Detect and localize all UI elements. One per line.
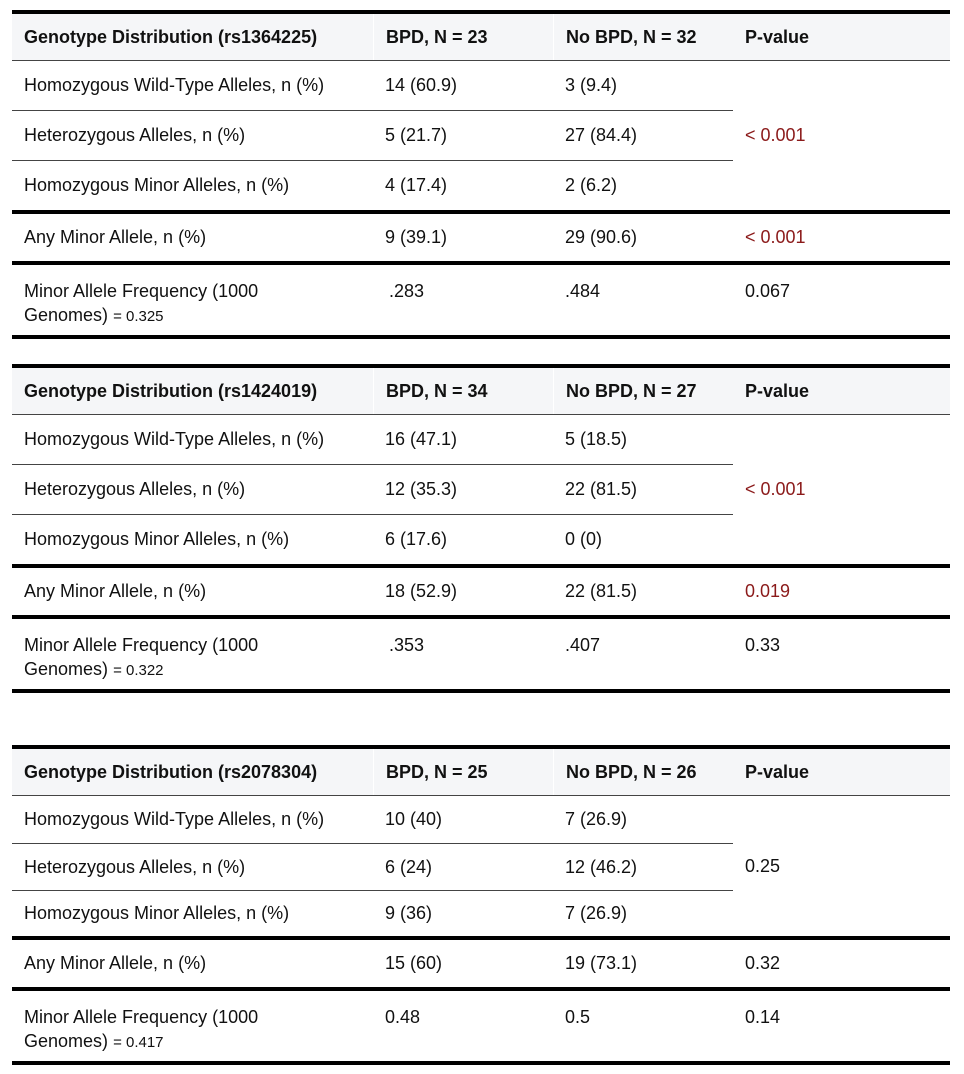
row-bpd: 12 (35.3) [385, 479, 458, 499]
table-row [12, 891, 733, 936]
row-no-bpd: 7 (26.9) [565, 809, 628, 829]
table-row [12, 465, 733, 515]
header-p-value: P-value [745, 27, 810, 47]
header-no-bpd: No BPD, N = 32 [553, 14, 733, 60]
row-bpd: 16 (47.1) [385, 429, 458, 449]
any-minor-p-value: 0.019 [745, 581, 791, 601]
any-minor-row [12, 940, 950, 987]
maf-bpd: .283 [389, 281, 425, 301]
maf-reference-value: = 0.325 [113, 308, 164, 325]
any-minor-bpd: 18 (52.9) [385, 581, 458, 601]
row-label: Homozygous Wild-Type Alleles, n (%) [24, 809, 325, 829]
table-row [12, 111, 733, 161]
row-bpd: 4 (17.4) [385, 175, 448, 195]
row-bpd: 10 (40) [385, 809, 443, 829]
any-minor-p-value: 0.32 [745, 953, 781, 973]
any-minor-no-bpd: 19 (73.1) [565, 953, 638, 973]
genotype-group [12, 415, 950, 564]
maf-label [12, 1005, 373, 1061]
row-no-bpd: 3 (9.4) [565, 75, 618, 95]
row-label: Homozygous Minor Alleles, n (%) [24, 529, 290, 549]
maf-label-line1: Minor Allele Frequency (1000 [24, 635, 259, 655]
any-minor-label: Any Minor Allele, n (%) [24, 581, 207, 601]
table-header-row [12, 368, 950, 415]
row-no-bpd: 12 (46.2) [565, 856, 638, 877]
row-no-bpd: 27 (84.4) [565, 125, 638, 145]
any-minor-row [12, 214, 950, 261]
header-genotype: Genotype Distribution (rs1364225) [24, 27, 318, 47]
table-bottom-rule [12, 1061, 950, 1065]
maf-label-line2: Genomes) [24, 1031, 109, 1051]
row-label: Homozygous Minor Alleles, n (%) [24, 903, 290, 923]
genotype-table-rs2078304 [12, 745, 950, 1065]
maf-no-bpd: .484 [565, 281, 601, 301]
genotype-p-value: < 0.001 [745, 125, 806, 145]
maf-label-line2: Genomes) [24, 659, 109, 679]
table-row [12, 796, 733, 844]
header-bpd: BPD, N = 34 [373, 368, 553, 414]
row-label: Heterozygous Alleles, n (%) [24, 479, 246, 499]
row-label: Heterozygous Alleles, n (%) [24, 125, 246, 145]
maf-p-value: 0.14 [745, 1007, 781, 1027]
row-bpd: 14 (60.9) [385, 75, 458, 95]
row-label: Homozygous Wild-Type Alleles, n (%) [24, 429, 325, 449]
any-minor-label: Any Minor Allele, n (%) [24, 953, 207, 973]
maf-p-value: 0.33 [745, 635, 781, 655]
table-row [12, 415, 733, 465]
maf-bpd: 0.48 [385, 1007, 421, 1027]
genotype-table-rs1424019 [12, 364, 950, 693]
maf-reference-value: = 0.322 [113, 662, 164, 679]
row-label: Homozygous Minor Alleles, n (%) [24, 175, 290, 195]
maf-label-line1: Minor Allele Frequency (1000 [24, 1007, 259, 1027]
table-header-row [12, 14, 950, 61]
row-no-bpd: 2 (6.2) [565, 175, 618, 195]
maf-row [12, 265, 950, 335]
row-no-bpd: 22 (81.5) [565, 479, 638, 499]
header-no-bpd: No BPD, N = 27 [553, 368, 733, 414]
table-bottom-rule [12, 335, 950, 339]
any-minor-label: Any Minor Allele, n (%) [24, 227, 207, 247]
genotype-table-rs1364225 [12, 10, 950, 339]
table-row [12, 515, 733, 564]
any-minor-bpd: 9 (39.1) [385, 227, 448, 247]
row-no-bpd: 7 (26.9) [565, 903, 628, 923]
genotype-p-value: < 0.001 [745, 479, 806, 499]
any-minor-p-value: < 0.001 [745, 227, 806, 247]
maf-label-line1: Minor Allele Frequency (1000 [24, 281, 259, 301]
header-p-value: P-value [745, 381, 810, 401]
any-minor-no-bpd: 29 (90.6) [565, 227, 638, 247]
row-label: Homozygous Wild-Type Alleles, n (%) [24, 75, 325, 95]
any-minor-row [12, 568, 950, 615]
header-no-bpd: No BPD, N = 26 [553, 749, 733, 795]
header-genotype: Genotype Distribution (rs2078304) [24, 762, 318, 782]
table-row [12, 161, 733, 210]
maf-label-line2: Genomes) [24, 305, 109, 325]
row-no-bpd: 5 (18.5) [565, 429, 628, 449]
maf-no-bpd: 0.5 [565, 1007, 591, 1027]
row-bpd: 5 (21.7) [385, 125, 448, 145]
row-bpd: 9 (36) [385, 903, 433, 923]
any-minor-bpd: 15 (60) [385, 953, 443, 973]
row-no-bpd: 0 (0) [565, 529, 603, 549]
genotype-p-value: 0.25 [745, 855, 781, 876]
table-row [12, 61, 733, 111]
maf-row [12, 991, 950, 1061]
any-minor-no-bpd: 22 (81.5) [565, 581, 638, 601]
header-p-value: P-value [745, 762, 810, 782]
table-bottom-rule [12, 689, 950, 693]
maf-row [12, 619, 950, 689]
table-header-row [12, 749, 950, 796]
maf-reference-value: = 0.417 [113, 1034, 164, 1051]
maf-no-bpd: .407 [565, 635, 601, 655]
maf-p-value: 0.067 [745, 281, 791, 301]
header-genotype: Genotype Distribution (rs1424019) [24, 381, 318, 401]
maf-label [12, 633, 373, 689]
table-row [12, 844, 733, 891]
header-bpd: BPD, N = 23 [373, 14, 553, 60]
maf-label [12, 279, 373, 335]
row-label: Heterozygous Alleles, n (%) [24, 856, 246, 877]
genotype-group [12, 796, 950, 936]
row-bpd: 6 (17.6) [385, 529, 448, 549]
row-bpd: 6 (24) [385, 856, 433, 877]
maf-bpd: .353 [389, 635, 425, 655]
genotype-group [12, 61, 950, 210]
header-bpd: BPD, N = 25 [373, 749, 553, 795]
